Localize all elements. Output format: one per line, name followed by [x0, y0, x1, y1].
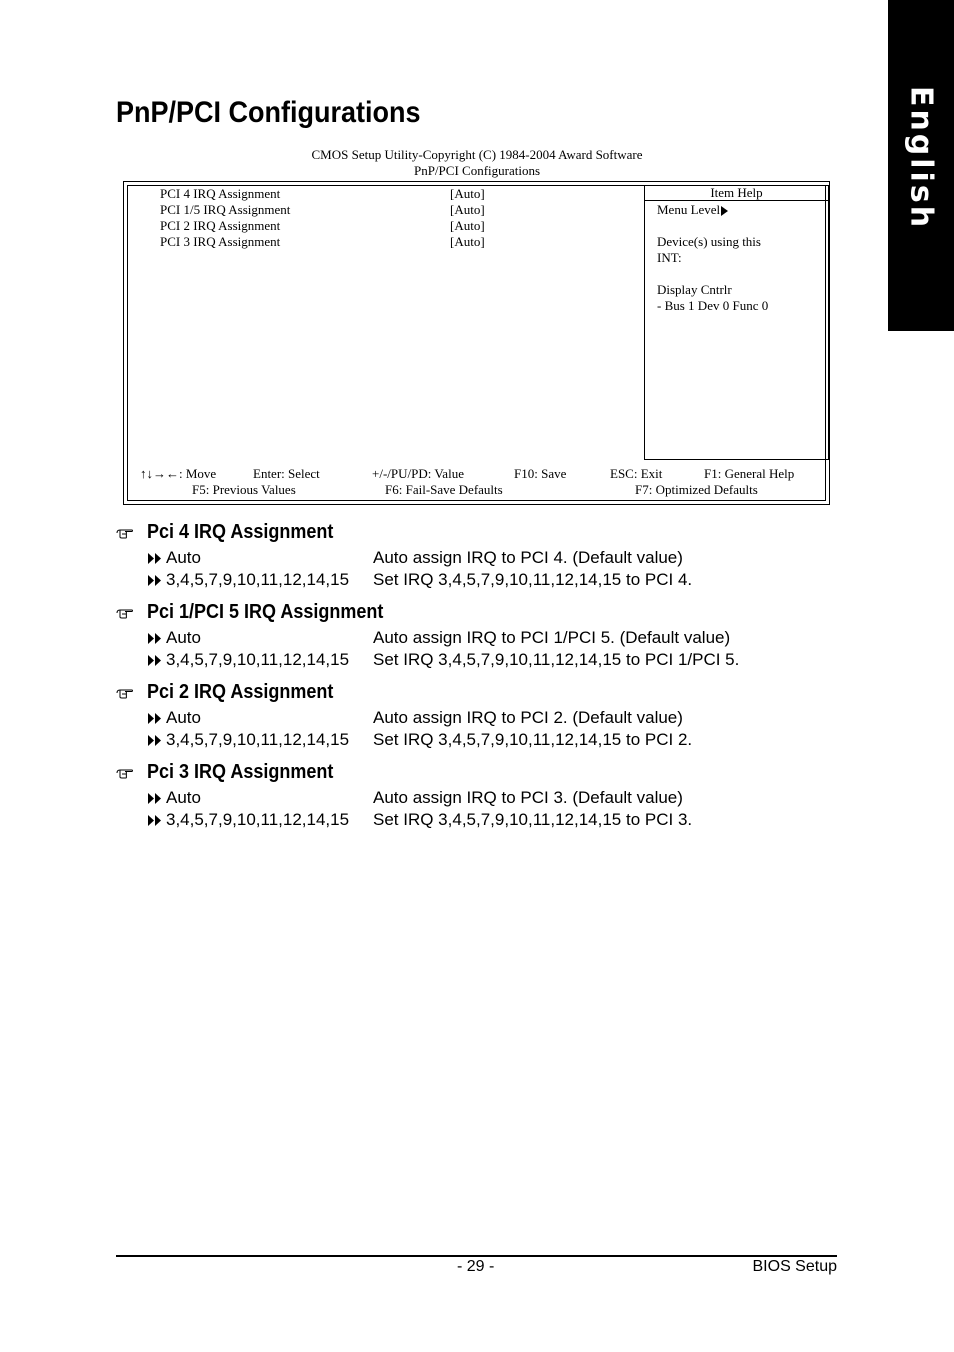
option-desc: Auto assign IRQ to PCI 2. (Default value) [373, 708, 683, 727]
key-fail-save-defaults: F6: Fail-Save Defaults [385, 482, 503, 497]
option-row [148, 548, 683, 568]
section-title: Pci 2 IRQ Assignment [147, 681, 334, 703]
help-display-controller: Display Cntrlr [657, 282, 732, 297]
option-row [148, 708, 683, 728]
pointing-hand-icon [116, 527, 134, 539]
key-optimized-defaults: F7: Optimized Defaults [635, 482, 758, 497]
bios-item-label-pci3: PCI 3 IRQ Assignment [160, 234, 281, 249]
page-title: PnP/PCI Configurations [116, 96, 421, 129]
section-heading-pci2 [116, 681, 354, 704]
item-help-title: Item Help [645, 186, 828, 201]
double-arrow-icon [148, 735, 162, 746]
double-arrow-icon [148, 713, 162, 724]
arrow-keys-icon: ↑↓→← [140, 466, 179, 481]
double-arrow-icon [148, 575, 162, 586]
option-row [148, 570, 693, 590]
help-int: INT: [657, 250, 682, 265]
bios-item-label-pci4: PCI 4 IRQ Assignment [160, 186, 281, 201]
bios-screen-inner [127, 185, 826, 501]
double-arrow-icon [148, 553, 162, 564]
key-exit: ESC: Exit [610, 466, 663, 481]
option-row [148, 810, 693, 830]
option-desc: Set IRQ 3,4,5,7,9,10,11,12,14,15 to PCI 1/PCI 5. [373, 650, 740, 669]
help-menu-level: Menu Level [657, 202, 728, 218]
option-desc: Auto assign IRQ to PCI 3. (Default value) [373, 788, 683, 807]
option-row [148, 650, 740, 670]
language-tab-label: English [903, 85, 939, 231]
section-title: Pci 3 IRQ Assignment [147, 761, 334, 783]
bios-header-title: PnP/PCI Configurations [413, 163, 541, 178]
key-previous-values: F5: Previous Values [192, 482, 296, 497]
item-help-panel [644, 185, 829, 460]
pointing-hand-icon [116, 687, 134, 699]
bios-item-value-pci4[interactable]: [Auto] [450, 186, 485, 201]
section-heading-pci3 [116, 761, 354, 784]
bios-item-label-pci2: PCI 2 IRQ Assignment [160, 218, 281, 233]
double-arrow-icon [148, 633, 162, 644]
section-heading-pci15 [116, 601, 410, 624]
section-title: Pci 4 IRQ Assignment [147, 521, 334, 543]
pointing-hand-icon [116, 767, 134, 779]
key-move: ↑↓→←: Move [140, 466, 217, 481]
bios-header-copyright: CMOS Setup Utility-Copyright (C) 1984-2004 Award Software [311, 147, 643, 162]
option-desc: Set IRQ 3,4,5,7,9,10,11,12,14,15 to PCI 3. [373, 810, 693, 829]
bios-item-label-pci15: PCI 1/5 IRQ Assignment [160, 202, 291, 217]
double-arrow-icon [148, 793, 162, 804]
option-row [148, 788, 683, 808]
option-row [148, 628, 731, 648]
option-key: 3,4,5,7,9,10,11,12,14,15 [166, 730, 350, 749]
option-desc: Set IRQ 3,4,5,7,9,10,11,12,14,15 to PCI 2. [373, 730, 693, 749]
option-row [148, 730, 693, 750]
option-key: Auto [166, 548, 201, 567]
option-key: Auto [166, 788, 201, 807]
page-number: - 29 - [457, 1258, 495, 1275]
key-value: +/-/PU/PD: Value [372, 466, 464, 481]
section-heading-pci4 [116, 521, 354, 544]
pointing-hand-icon [116, 607, 134, 619]
option-desc: Auto assign IRQ to PCI 1/PCI 5. (Default value) [373, 628, 731, 647]
bios-item-value-pci15[interactable]: [Auto] [450, 202, 485, 217]
bios-item-value-pci3[interactable]: [Auto] [450, 234, 485, 249]
option-key: 3,4,5,7,9,10,11,12,14,15 [166, 570, 350, 589]
option-key: Auto [166, 708, 201, 727]
footer-section-name: BIOS Setup [752, 1258, 837, 1275]
double-arrow-icon [148, 815, 162, 826]
key-select: Enter: Select [253, 466, 320, 481]
key-save: F10: Save [514, 466, 567, 481]
key-general-help: F1: General Help [704, 466, 795, 481]
triangle-right-icon [721, 206, 728, 216]
option-key: 3,4,5,7,9,10,11,12,14,15 [166, 650, 350, 669]
section-title: Pci 1/PCI 5 IRQ Assignment [147, 601, 384, 623]
help-bus-device: - Bus 1 Dev 0 Func 0 [657, 298, 769, 313]
bios-item-value-pci2[interactable]: [Auto] [450, 218, 485, 233]
option-key: 3,4,5,7,9,10,11,12,14,15 [166, 810, 350, 829]
footer-divider [116, 1255, 837, 1257]
option-desc: Set IRQ 3,4,5,7,9,10,11,12,14,15 to PCI 4. [373, 570, 693, 589]
option-key: Auto [166, 628, 201, 647]
help-devices-using: Device(s) using this [657, 234, 761, 249]
bios-screen [123, 181, 830, 505]
option-desc: Auto assign IRQ to PCI 4. (Default value) [373, 548, 683, 567]
double-arrow-icon [148, 655, 162, 666]
